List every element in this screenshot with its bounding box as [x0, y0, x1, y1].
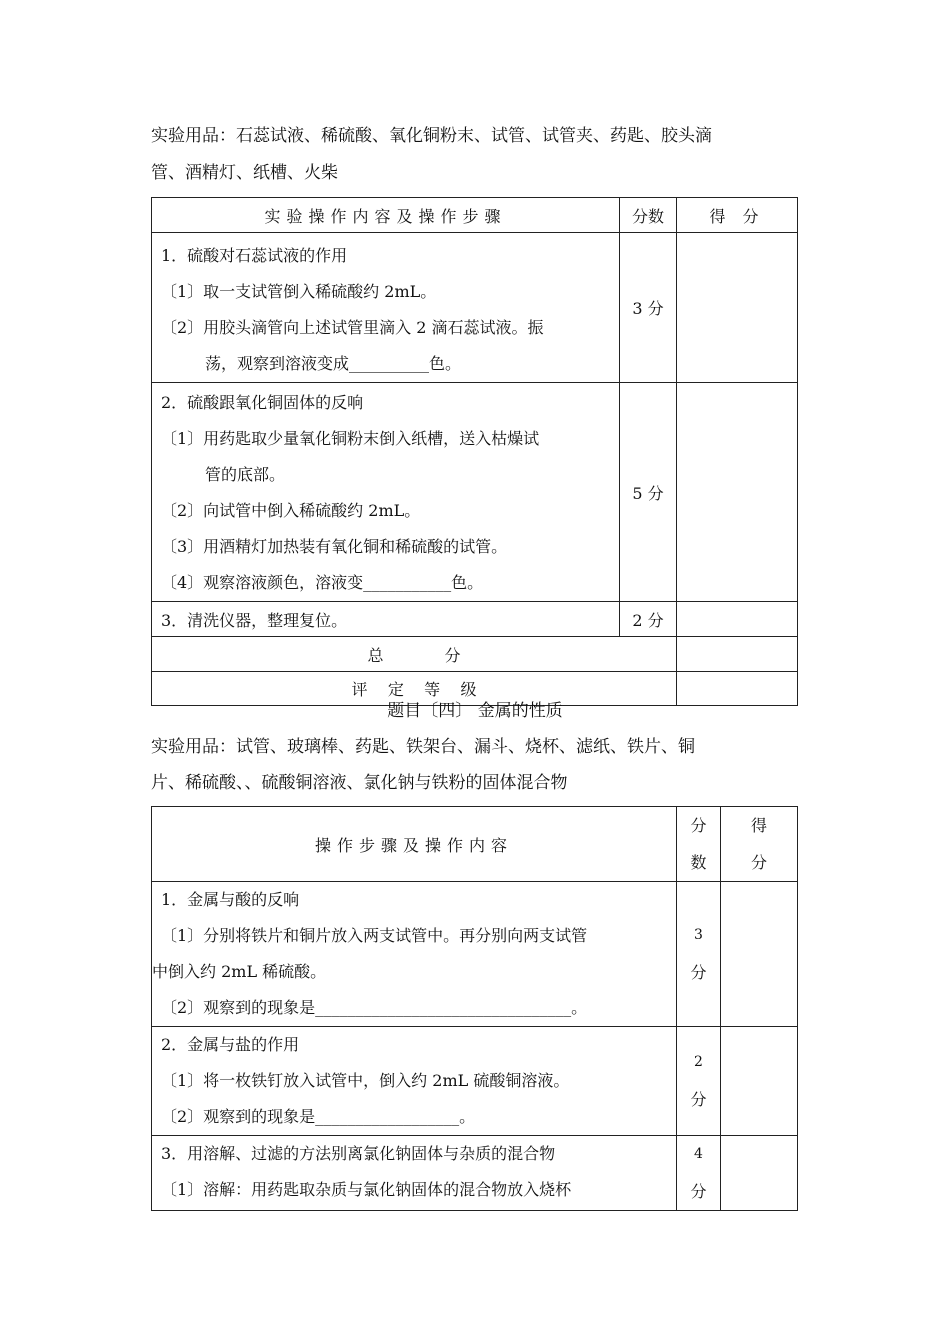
points-value: 2 — [694, 1054, 703, 1070]
points-cell: 2 分 — [620, 602, 677, 637]
materials-line-1: 实验用品：石蕊试液、稀硫酸、氧化铜粉末、试管、试管夹、药匙、胶头滴 — [151, 126, 712, 146]
table-row — [152, 1136, 798, 1211]
table-row — [152, 1027, 798, 1136]
total-score-cell — [677, 637, 798, 672]
points-cell — [677, 1136, 721, 1211]
table-row — [152, 602, 798, 637]
materials-line-1: 实验用品：试管、玻璃棒、药匙、铁架台、漏斗、烧杯、滤纸、铁片、铜 — [151, 737, 695, 757]
step-line: 〔1〕溶解：用药匙取杂质与氯化钠固体的混合物放入烧杯 — [161, 1180, 572, 1199]
step-line: 〔2〕观察到的现象是__________________。 — [161, 1107, 476, 1126]
score-cell — [677, 233, 798, 383]
step-line: 〔1〕分别将铁片和铜片放入两支试管中。再分别向两支试管 — [161, 926, 588, 945]
step-line: 〔1〕将一枚铁钉放入试管中，倒入约 2mL 硫酸铜溶液。 — [161, 1071, 570, 1090]
experiment-4-table — [151, 806, 798, 1211]
header-content: 实验操作内容及操作步骤 — [152, 198, 620, 233]
points-unit: 分 — [690, 1090, 707, 1109]
step-line: 〔3〕用酒精灯加热装有氧化铜和稀硫酸的试管。 — [161, 537, 508, 556]
points-value: 3 — [694, 927, 703, 943]
header-score-char: 得 — [750, 816, 767, 835]
step-line: 〔1〕取一支试管倒入稀硫酸约 2mL。 — [161, 282, 437, 301]
step-line: 荡，观察到溶液变成__________色。 — [205, 354, 462, 373]
points-cell: 3 分 — [620, 233, 677, 383]
score-cell — [677, 383, 798, 602]
experiment-3-table — [151, 197, 798, 706]
header-points: 分数 — [620, 198, 677, 233]
total-label: 总 分 — [152, 637, 677, 672]
step-line: 〔2〕向试管中倒入稀硫酸约 2mL。 — [161, 501, 421, 520]
points-value: 4 — [694, 1146, 703, 1162]
step-line: 管的底部。 — [205, 465, 286, 484]
header-score — [721, 807, 798, 882]
points-unit: 分 — [690, 1182, 707, 1201]
score-cell — [677, 602, 798, 637]
step-line: 中倒入约 2mL 稀硫酸。 — [152, 962, 327, 981]
step-line: 3．清洗仪器，整理复位。 — [161, 610, 348, 630]
header-score-char: 分 — [750, 853, 767, 872]
header-points-char: 数 — [690, 853, 707, 872]
score-cell — [721, 1027, 798, 1136]
step-line: 1．硫酸对石蕊试液的作用 — [161, 246, 348, 265]
header-content: 操作步骤及操作内容 — [152, 807, 677, 882]
table-row — [152, 233, 798, 383]
step-line: 〔1〕用药匙取少量氧化铜粉末倒入纸槽，送入枯燥试 — [161, 429, 540, 448]
materials-line-2: 片、稀硫酸、、硫酸铜溶液、氯化钠与铁粉的固体混合物 — [151, 773, 568, 793]
step-line: 〔4〕观察溶液颜色，溶液变___________色。 — [161, 573, 484, 592]
table-row — [152, 383, 798, 602]
score-cell — [721, 1136, 798, 1211]
step-line: 2．金属与盐的作用 — [161, 1035, 300, 1054]
score-cell — [721, 882, 798, 1027]
step-line: 2．硫酸跟氧化铜固体的反响 — [161, 393, 364, 412]
section-title: 题目〔四〕 金属的性质 — [387, 701, 563, 721]
header-score: 得 分 — [677, 198, 798, 233]
points-cell — [677, 882, 721, 1027]
points-cell: 5 分 — [620, 383, 677, 602]
step-line: 1．金属与酸的反响 — [161, 890, 300, 909]
step-line: 〔2〕用胶头滴管向上述试管里滴入 2 滴石蕊试液。振 — [161, 318, 544, 337]
table-row — [152, 882, 798, 1027]
step-line: 3．用溶解、过滤的方法别离氯化钠固体与杂质的混合物 — [161, 1144, 556, 1163]
header-points — [677, 807, 721, 882]
materials-line-2: 管、酒精灯、纸槽、火柴 — [151, 163, 338, 183]
points-cell — [677, 1027, 721, 1136]
step-line: 〔2〕观察到的现象是________________________________。 — [161, 998, 588, 1017]
header-points-char: 分 — [690, 816, 707, 835]
points-unit: 分 — [690, 963, 707, 982]
grade-label: 评 定 等 级 — [152, 672, 677, 706]
